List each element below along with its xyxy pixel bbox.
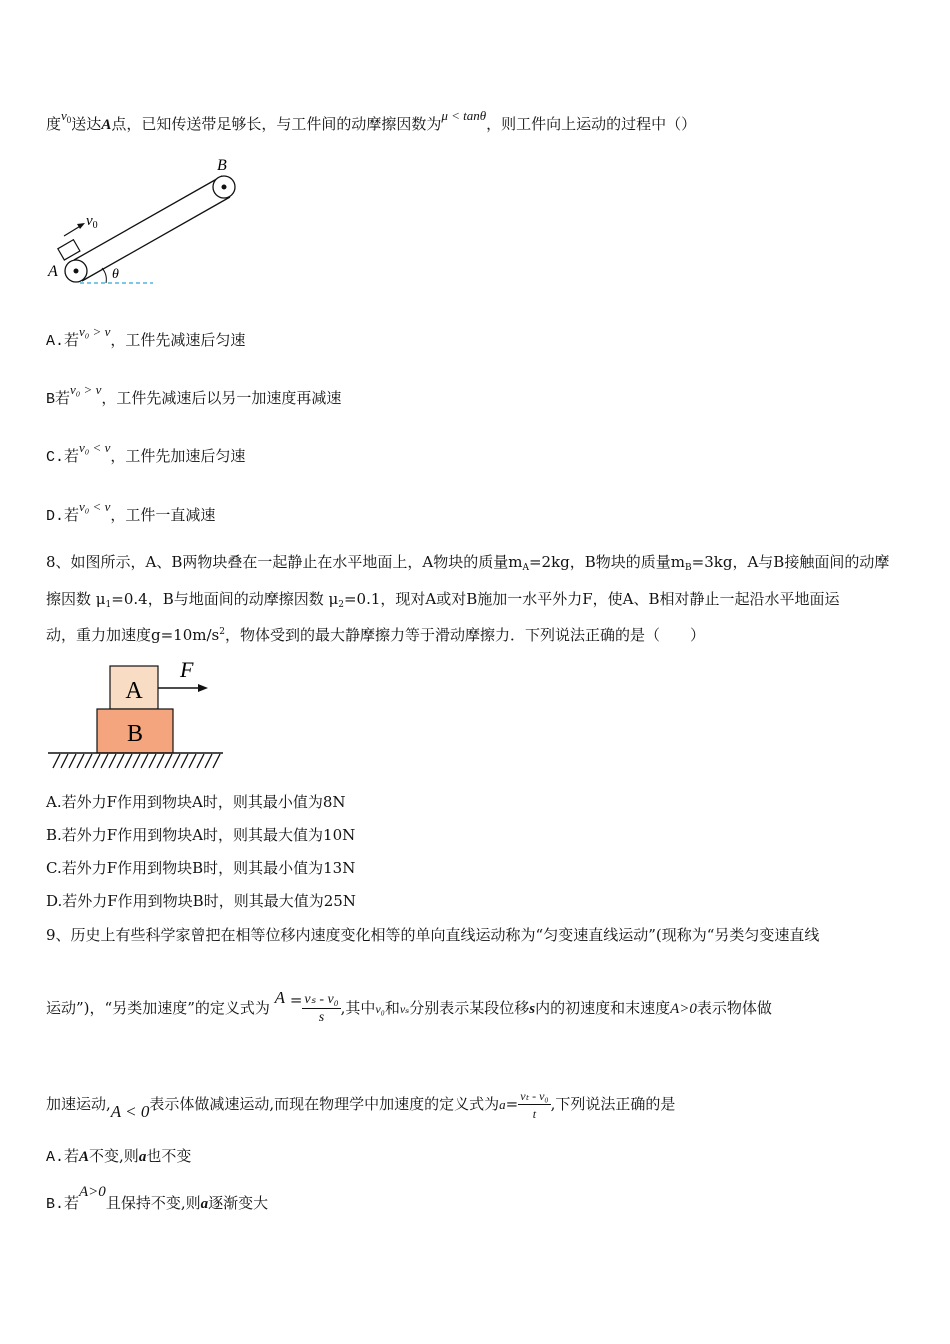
q8-line-2: 擦因数 $\mu_1=0.4$，B与地面间的动摩擦因数 $\mu_2=0.1$，现对A或对B施加一水平外力F，使A、B相对静止一起沿水平地面运 [46, 590, 840, 610]
q7-option-b: B若v₀ > v，工件先减速后以另一加速度再减速 [46, 382, 342, 408]
q7-intro-pre: 度 [46, 115, 62, 133]
q7-intro-post: ，则工件向上运动的过程中（） [486, 115, 697, 133]
q7-option-c: C.若v₀ < v，工件先加速后匀速 [46, 440, 246, 466]
q8-blocks-figure [45, 655, 230, 773]
q9-line-2: 运动”)，“另类加速度”的定义式为 A = $\frac{\text{vₛ - v₀}}{s}$ ,其中v₀和vₛ分别表示某段位移s内的初速度和末速度A>0表示物体做 [46, 988, 772, 1025]
q7-option-a: A.若v₀ > v，工件先减速后匀速 [46, 324, 246, 350]
q7-option-d: D.若v₀ < v，工件一直减速 [46, 499, 216, 525]
q9-def-a: A [274, 988, 286, 1007]
q9-line-3: 加速运动,A < 0表示体做减速运动,而现在物理学中加速度的定义式为a= $\frac{\text{vₜ - v₀}}{t}$ ,下列说法正确的是 [46, 1088, 676, 1121]
q8-fig-label-b: B [126, 721, 144, 747]
q7-intro [46, 108, 697, 136]
q9-def-fraction: $\frac{\text{vₛ - v₀}}{s}$ [304, 991, 339, 1025]
q7-v0: $v_0$ [61, 108, 72, 125]
q9-def2-fraction: $\frac{\text{vₜ - v₀}}{t}$ [520, 1088, 549, 1121]
q7-conveyor-figure [40, 150, 260, 295]
q7-fig-label-a: A [48, 263, 58, 280]
q7-intro-mid: 送达 [71, 115, 102, 133]
q7-fig-label-v0: $v_0$ [86, 213, 98, 231]
q8-fig-label-a: A [125, 678, 143, 704]
q7-fig-label-theta: θ [112, 267, 119, 282]
q8-option-a: A.若外力F作用到物块A时，则其最小值为8N [46, 793, 346, 811]
q8-line-1: 8、如图所示，A、B两物块叠在一起静止在水平地面上，A物块的质量$m_A=2kg$，B物块的质量$m_B=3kg$，A与B接触面间的动摩 [46, 553, 890, 573]
q9-cond-a-negative: A < 0 [110, 1102, 150, 1121]
q7-intro-mid2: 点，已知传送带足够长，与工件间的动摩擦因数为 [111, 115, 442, 133]
q7-point-a: A [101, 117, 112, 133]
q9-line-1: 9、历史上有些科学家曾把在相等位移内速度变化相等的单向直线运动称为“匀变速直线运动”(现称为“另类匀变速直线 [46, 926, 820, 944]
workpiece-block [58, 240, 80, 260]
q8-line-3: 动，重力加速度$g=10m/s^2$，物体受到的最大静摩擦力等于滑动摩擦力．下列说法正确的是（ ） [46, 626, 705, 644]
q9-option-b: B.若A>0且保持不变,则a逐渐变大 [46, 1184, 269, 1213]
q7-fig-label-b: B [217, 157, 227, 174]
ground-hatching [53, 754, 220, 768]
q8-fig-label-f: F [180, 657, 194, 682]
q8-option-d: D.若外力F作用到物块B时，则其最大值为25N [46, 892, 356, 910]
q8-option-b: B.若外力F作用到物块A时，则其最大值为10N [46, 826, 356, 844]
q9-option-a: A.若A不变,则a也不变 [46, 1147, 192, 1166]
q7-friction-condition: μ < tanθ [441, 108, 487, 123]
q8-option-c: C.若外力F作用到物块B时，则其最小值为13N [46, 859, 356, 877]
